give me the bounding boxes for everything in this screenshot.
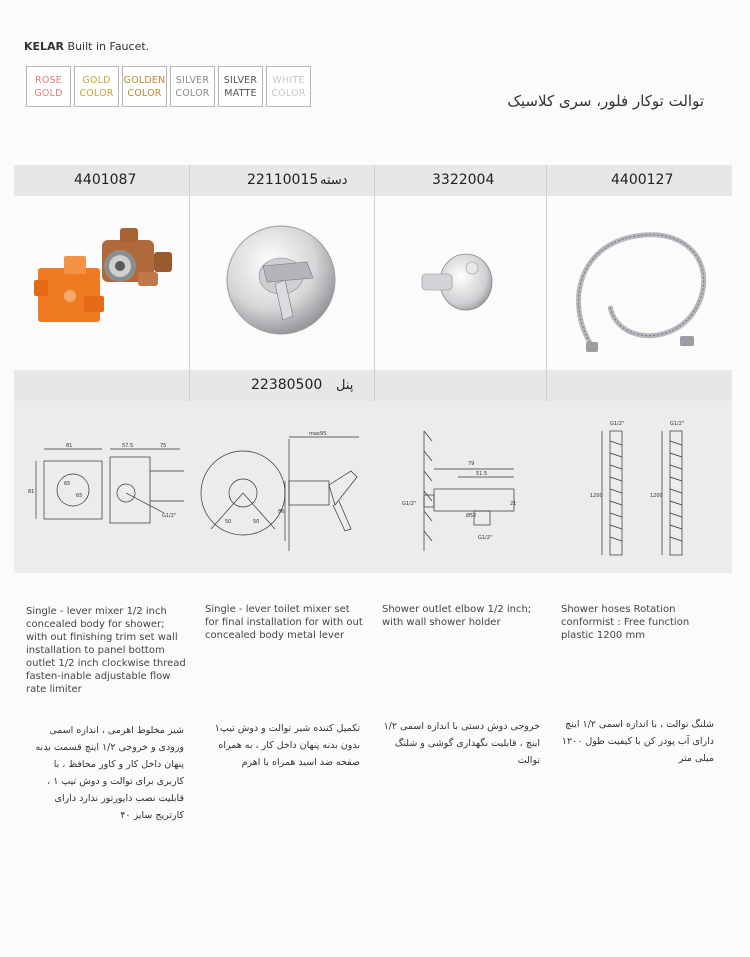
product-code: 4400127 (611, 172, 674, 188)
dim-label: 81 (66, 443, 73, 449)
product-code: 3322004 (432, 172, 495, 188)
swatch-line2: COLOR (127, 87, 162, 99)
description-en: Single - lever mixer 1/2 inch concealed body for shower; with out finishing trim set wall installation to panel bottom outlet 1/2 inch clockwise thread fasten-inable adjustable flow rate limiter (26, 606, 186, 695)
dim-label: 75 (160, 443, 167, 449)
dim-label: G1/2" (162, 513, 177, 519)
drawing-shower-hose (546, 401, 732, 573)
color-swatches (26, 66, 311, 107)
dim-label: 50 (253, 519, 260, 525)
dim-label: 1200 (590, 493, 603, 499)
swatch-white-color (266, 66, 311, 107)
description-en: Shower hoses Rotation conformist : Free function plastic 1200 mm (561, 604, 690, 641)
dim-label: 51.5 (476, 471, 488, 477)
swatch-line2: COLOR (271, 87, 306, 99)
swatch-silver-color (170, 66, 215, 107)
description-fa: شیر مخلوط اهرمی ، اندازه اسمی ورودی و خروجی ۱/۲ اینچ قسمت بدنه پنهان داخل کار و کاور محافظ ، با کاربری برای توالت و دوش تیپ ۱ ، قابلیت نصب دایورتور ندارد دارای کارتریج سایز ۴۰ (35, 725, 184, 821)
product-image-mixer-handle (189, 196, 374, 370)
dim-label: G1/2" (610, 421, 625, 427)
drawing-concealed-body (14, 401, 189, 573)
swatch-line2: GOLD (34, 87, 63, 99)
swatch-rose-gold (26, 66, 71, 107)
description-en: Shower outlet elbow 1/2 inch; with wall shower holder (382, 604, 532, 628)
dim-label: 50 (225, 519, 232, 525)
panel-code-band (14, 370, 732, 401)
brand-name: KELAR (24, 40, 65, 53)
swatch-line1: SILVER (223, 74, 258, 86)
dim-label: 65 (76, 493, 83, 499)
swatch-line1: GOLDEN (123, 74, 166, 86)
dim-label: G1/2" (478, 535, 493, 541)
dim-label: 81 (28, 489, 35, 495)
product-label-fa: دسته (320, 173, 348, 188)
dim-label: G1/2" (402, 501, 417, 507)
drawing-mixer-set (189, 401, 374, 573)
product-codes-band (14, 165, 732, 196)
panel-label-fa: پنل (336, 378, 354, 393)
swatch-line1: WHITE (272, 74, 305, 86)
product-code: 22110015 (247, 172, 319, 188)
description-fa: تکمیل کننده شیر توالت و دوش تیپ۱ بدون بدنه پنهان داخل کار ، به همراه صفحه ضد اسید همراه با اهرم (214, 723, 360, 768)
dim-label: 57.5 (122, 443, 134, 449)
description-fa: شلنگ توالت ، با اندازه اسمی ۱/۲ اینچ دارای آب پودر کن با کیفیت طول ۱۲۰۰ میلی متر (561, 719, 714, 764)
swatch-golden-color (122, 66, 167, 107)
swatch-line2: MATTE (224, 87, 257, 99)
swatch-line2: COLOR (79, 87, 114, 99)
brand-heading (24, 40, 149, 53)
page-title: توالت توکار فلور، سری کلاسیک (507, 92, 704, 110)
swatch-silver-matte (218, 66, 263, 107)
brand-tagline: Built in Faucet. (67, 40, 150, 53)
swatch-line1: SILVER (175, 74, 210, 86)
dim-label: 1200 (650, 493, 663, 499)
product-image-concealed-body (14, 196, 189, 370)
dim-label: 65 (64, 481, 71, 487)
dim-label: 86 (278, 509, 285, 515)
swatch-gold-color (74, 66, 119, 107)
product-code: 4401087 (74, 172, 137, 188)
product-image-outlet-elbow (374, 196, 546, 370)
dim-label: G1/2" (670, 421, 685, 427)
swatch-line1: ROSE (35, 74, 62, 86)
description-fa: خروجی دوش دستی با اندازه اسمی ۱/۲ اینچ ، قابلیت نگهداری گوشی و شلنگ توالت (383, 721, 540, 766)
swatch-line2: COLOR (175, 87, 210, 99)
panel-code: 22380500 (251, 377, 323, 393)
dim-label: Ø52 (466, 513, 477, 519)
dim-label: max95 (309, 431, 327, 437)
dim-label: 21 (510, 501, 517, 507)
dim-label: 79 (468, 461, 475, 467)
drawing-outlet-elbow (374, 401, 546, 573)
product-image-shower-hose (546, 196, 732, 370)
swatch-line1: GOLD (82, 74, 111, 86)
description-en: Single - lever toilet mixer set for final installation for with out concealed body metal lever (205, 604, 363, 641)
